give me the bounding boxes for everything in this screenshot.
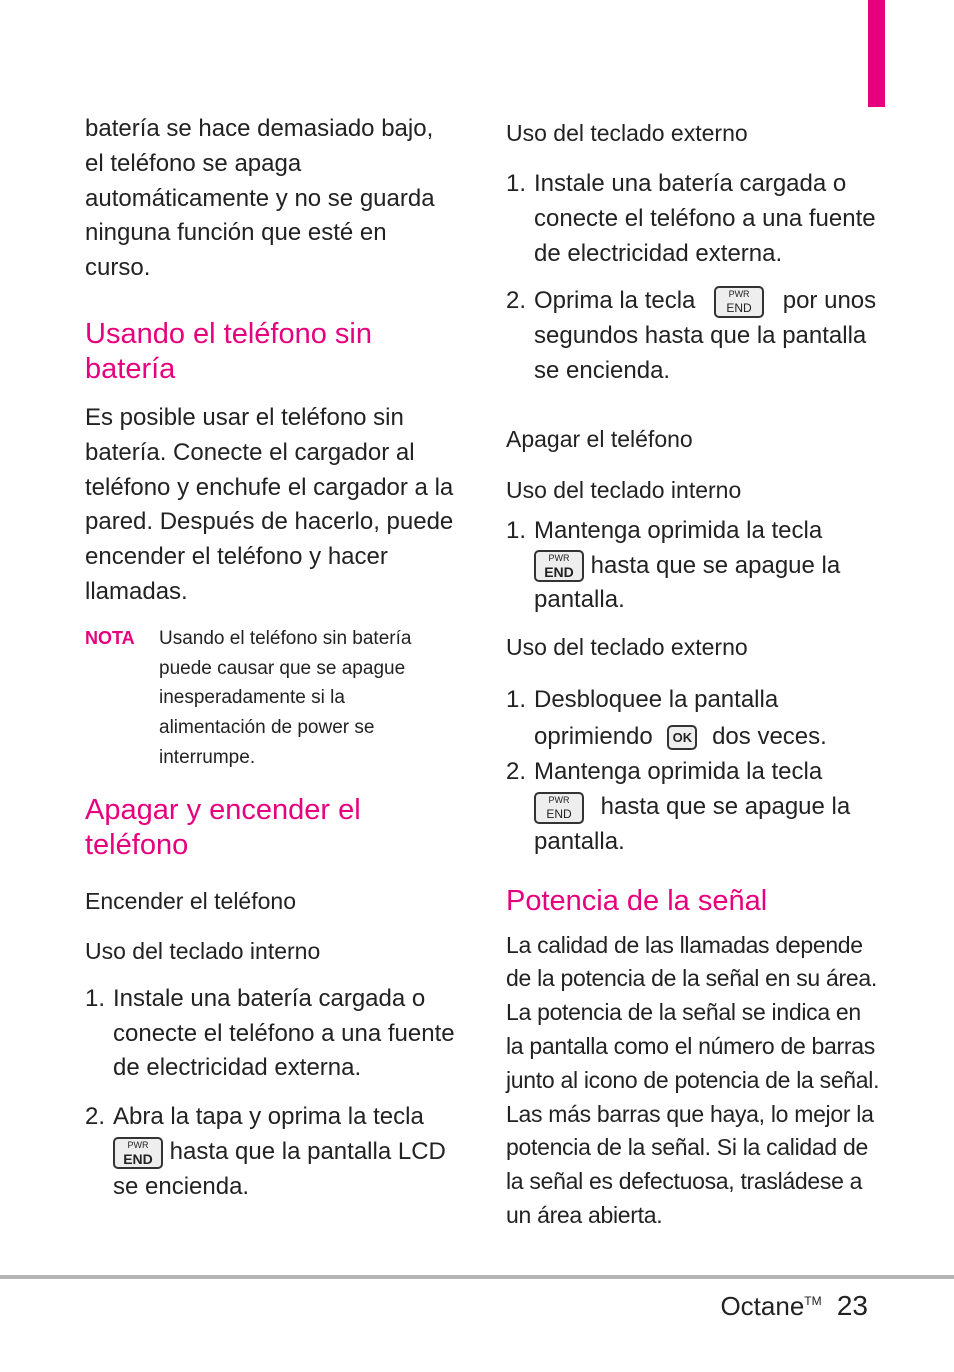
turn-on-internal-steps <box>85 982 455 1205</box>
step-text: Desbloquee la pantalla oprimiendo <box>534 686 779 751</box>
heading-power-on-off: Apagar y encender el teléfono <box>85 793 361 861</box>
right-column <box>506 118 881 1233</box>
step-number: 2. <box>506 758 527 786</box>
step-text: Instale una batería cargada o conecte el teléfono a una fuente de electricidad externa. <box>113 984 455 1082</box>
key-end-label: END <box>546 806 572 821</box>
note-block <box>85 624 455 773</box>
heading-external-keypad: Uso del teclado externo <box>506 120 748 146</box>
list-item <box>506 755 881 859</box>
footer-rule <box>0 1275 954 1279</box>
turn-off-internal-steps <box>506 514 881 618</box>
key-pwr-label: PWR <box>548 794 570 805</box>
note-label: NOTA <box>85 627 135 648</box>
end-key-icon <box>534 550 584 582</box>
heading-turn-off: Apagar el teléfono <box>506 425 693 452</box>
step-text: Mantenga oprimida la tecla <box>534 516 823 544</box>
step-text: hasta que se apague la pantalla. <box>534 792 851 855</box>
heading-turn-on: Encender el teléfono <box>85 887 296 914</box>
turn-on-external-steps <box>506 167 881 389</box>
key-pwr-label: PWR <box>127 1139 149 1150</box>
turn-off-external-steps <box>506 681 881 859</box>
step-number: 1. <box>506 516 527 544</box>
heading-off-external-keypad: Uso del teclado externo <box>506 634 748 661</box>
footer-brand: Octane <box>720 1291 805 1321</box>
intro-paragraph: batería se hace demasiado bajo, el teléfono se apaga automáticamente y no se guarda ninguna función que esté en curso. <box>85 115 435 282</box>
step-number: 1. <box>506 686 527 714</box>
step-number: 1. <box>506 170 527 197</box>
footer-trademark: TM <box>804 1294 822 1308</box>
left-column <box>85 112 455 1205</box>
note-text: Usando el teléfono sin batería puede causar que se apague inesperadamente si la alimentación de power se interrumpe. <box>159 627 412 768</box>
step-text: Oprima la tecla <box>534 287 696 315</box>
end-key-icon <box>534 792 584 824</box>
key-end-label: END <box>544 564 574 581</box>
key-pwr-label: PWR <box>728 289 750 300</box>
step-text: hasta que la pantalla LCD se encienda. <box>113 1137 446 1200</box>
page-number: 23 <box>836 1290 868 1321</box>
section-tab-marker <box>868 0 885 107</box>
list-item <box>506 514 881 618</box>
list-item <box>506 167 881 271</box>
step-text: Instale una batería cargada o conecte el teléfono a una fuente de electricidad externa. <box>534 170 876 267</box>
step-text: Mantenga oprimida la tecla <box>534 758 823 786</box>
paragraph-without-battery: Es posible usar el teléfono sin batería. Conecte el cargador al teléfono y enchufe el cargador a la pared. Después de hacerlo, puede encender el teléfono y hacer llamadas. <box>85 403 454 605</box>
step-text: Abra la tapa y oprima la tecla <box>113 1103 424 1131</box>
key-pwr-label: PWR <box>548 553 570 564</box>
paragraph-signal-strength: La calidad de las llamadas depende de la potencia de la señal en su área. La potencia de la señal se indica en la pantalla como el número de barras junto al icono de potencia de la señal. Las más barras que haya, lo mejor la potencia de la señal. Si la calidad de la señal es defectuosa, trasládese a un área abierta. <box>506 931 880 1228</box>
heading-internal-keypad: Uso del teclado interno <box>85 937 321 964</box>
list-item <box>506 681 881 755</box>
key-end-label: END <box>726 301 752 316</box>
end-key-icon <box>113 1137 163 1169</box>
key-end-label: END <box>123 1150 153 1167</box>
list-item <box>506 284 881 388</box>
step-number: 1. <box>85 984 106 1012</box>
step-text: dos veces. <box>712 723 827 751</box>
ok-key-icon: OK <box>667 725 697 750</box>
heading-off-internal-keypad: Uso del teclado interno <box>506 476 742 503</box>
list-item <box>85 1100 455 1204</box>
heading-using-without-battery: Usando el teléfono sin batería <box>85 317 372 385</box>
step-text: por unos segundos hasta que la pantalla se encienda. <box>534 287 877 384</box>
step-number: 2. <box>85 1103 106 1131</box>
step-text: hasta que se apague la pantalla. <box>534 551 841 614</box>
end-key-icon <box>714 286 764 318</box>
page-footer <box>720 1290 868 1322</box>
step-number: 2. <box>506 287 527 315</box>
list-item <box>85 982 455 1086</box>
heading-signal-strength: Potencia de la señal <box>506 884 768 917</box>
